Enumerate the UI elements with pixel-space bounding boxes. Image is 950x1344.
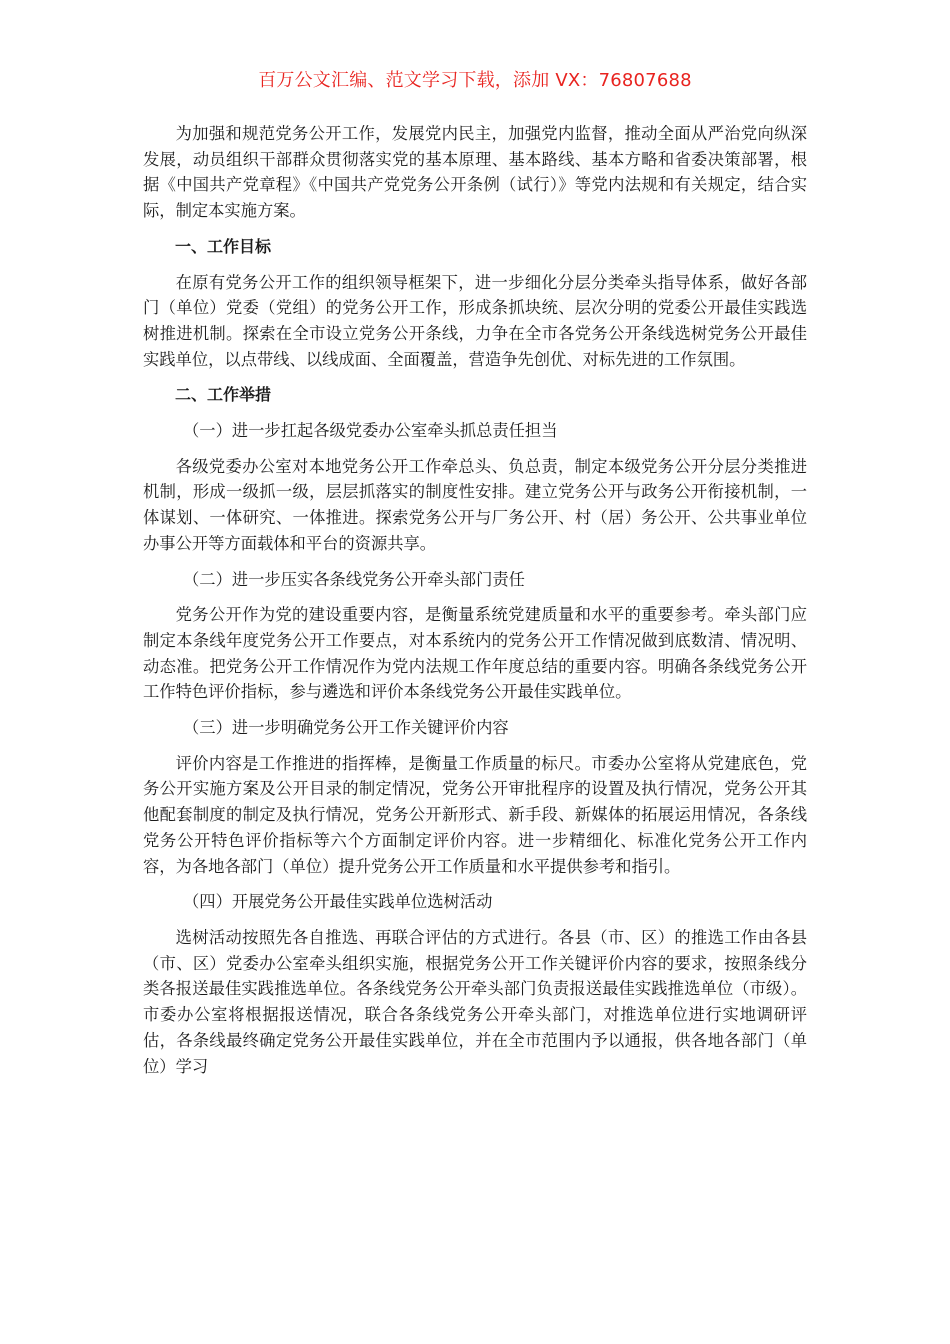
subsection-heading-2: （二）进一步压实各条线党务公开牵头部门责任 (183, 569, 525, 589)
subsection-paragraph-1: 各级党委办公室对本地党务公开工作牵总头、负总责，制定本级党务公开分层分类推进机制，形成一级抓一级，层层抓落实的制度性安排。建立党务公开与政务公开衔接机制，一体谋划、一体研究、一体推进。探索党务公开与厂务公开、村（居）务公开、公共事业单位办事公开等方面载体和平台的资源共享。 (143, 456, 807, 553)
subsection-heading-3: （三）进一步明确党务公开工作关键评价内容 (183, 718, 509, 738)
subsection-heading-1: （一）进一步扛起各级党委办公室牵头抓总责任担当 (183, 421, 558, 441)
subsection-paragraph-4: 选树活动按照先各自推选、再联合评估的方式进行。各县（市、区）的推选工作由各县（市、区）党委办公室牵头组织实施，根据党务公开工作关键评价内容的要求，按照条线分类各报送最佳实践推选单位。各条线党务公开牵头部门负责报送最佳实践推选单位（市级）。市委办公室将根据报送情况，联合各条线党务公开牵头部门，对推选单位进行实地调研评估，各条线最终确定党务公开最佳实践单位，并在全市范围内予以通报，供各地各部门（单位）学习 (143, 927, 807, 1076)
section-heading-measures: 二、工作举措 (175, 385, 272, 405)
subsection-heading-4: （四）开展党务公开最佳实践单位选树活动 (183, 892, 493, 912)
download-banner: 百万公文汇编、范文学习下载，添加 VX：76807688 (258, 70, 692, 91)
section-heading-goals: 一、工作目标 (175, 236, 272, 256)
intro-paragraph: 为加强和规范党务公开工作，发展党内民主，加强党内监督，推动全面从严治党向纵深发展，动员组织干部群众贯彻落实党的基本原理、基本路线、基本方略和省委决策部署，根据《中国共产党章程》《中国共产党党务公开条例（试行）》等党内法规和有关规定，结合实际，制定本实施方案。 (143, 124, 807, 221)
subsection-paragraph-2: 党务公开作为党的建设重要内容，是衡量系统党建质量和水平的重要参考。牵头部门应制定本条线年度党务公开工作要点，对本系统内的党务公开工作情况做到底数清、情况明、动态准。把党务公开工作情况作为党内法规工作年度总结的重要内容。明确各条线党务公开工作特色评价指标，参与遴选和评价本条线党务公开最佳实践单位。 (143, 605, 807, 702)
subsection-paragraph-3: 评价内容是工作推进的指挥棒，是衡量工作质量的标尺。市委办公室将从党建底色，党务公开实施方案及公开目录的制定情况，党务公开审批程序的设置及执行情况，党务公开其他配套制度的制定及执行情况，党务公开新形式、新手段、新媒体的拓展运用情况，各条线党务公开特色评价指标等六个方面制定评价内容。进一步精细化、标准化党务公开工作内容，为各地各部门（单位）提升党务公开工作质量和水平提供参考和指引。 (143, 753, 807, 876)
goals-paragraph: 在原有党务公开工作的组织领导框架下，进一步细化分层分类牵头指导体系，做好各部门（单位）党委（党组）的党务公开工作，形成条抓块统、层次分明的党委公开最佳实践选树推进机制。探索在全市设立党务公开条线，力争在全市各党务公开条线选树党务公开最佳实践单位，以点带线、以线成面、全面覆盖，营造争先创优、对标先进的工作氛围。 (143, 272, 807, 369)
document-body (143, 121, 807, 1089)
